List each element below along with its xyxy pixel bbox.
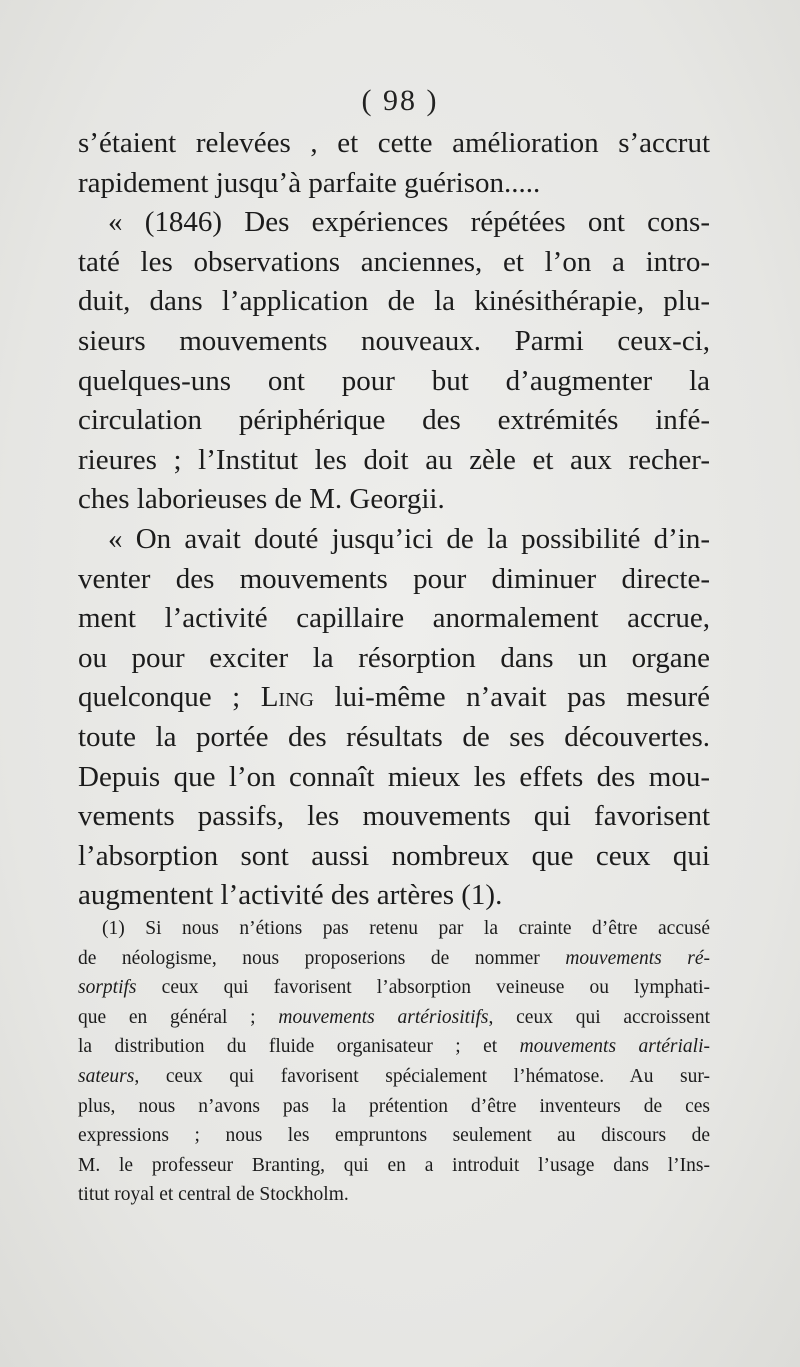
text-run: « (1846) Des expériences répétées ont cons- [108, 206, 710, 239]
text-run: rapidement jusqu’à parfaite guérison..... [78, 166, 541, 199]
text-run: sieurs mouvements nouveaux. Parmi ceux-ci, [78, 324, 710, 357]
footnote-line [78, 1062, 710, 1092]
text-line [78, 164, 710, 204]
footnote-line [78, 944, 710, 974]
text-run: , ceux qui favorisent spécialement l’hématose. Au sur- [134, 1065, 710, 1087]
body-text [78, 124, 710, 916]
text-line [78, 639, 710, 679]
text-line [78, 362, 710, 402]
text-run: la distribution du fluide organisateur ; et [78, 1036, 520, 1058]
text-run: sorptifs [78, 977, 137, 999]
text-line [78, 322, 710, 362]
text-line [78, 401, 710, 441]
text-run: « On avait douté jusqu’ici de la possibilité d’in- [108, 522, 710, 555]
text-line [78, 599, 710, 639]
footnote-line [78, 1032, 710, 1062]
footnote-line [78, 973, 710, 1003]
text-line [78, 758, 710, 798]
text-line [78, 282, 710, 322]
footnote-line [78, 1180, 710, 1210]
text-run: ment l’activité capillaire anormalement accrue, [78, 602, 710, 635]
text-run: s’étaient relevées , et cette amélioration s’accrut [78, 127, 710, 159]
text-line [78, 243, 710, 283]
text-run: taté les observations anciennes, et l’on a intro- [78, 245, 710, 278]
footnote-line [78, 1121, 710, 1151]
text-line [78, 441, 710, 481]
text-line [78, 797, 710, 837]
text-run: rieures ; l’Institut les doit au zèle et aux recher- [78, 443, 710, 476]
text-run: de néologisme, nous proposerions de nommer [78, 947, 566, 969]
text-run: (1) Si nous n’étions pas retenu par la crainte d’être accusé [102, 918, 710, 939]
text-run: quelconque ; [78, 681, 261, 714]
footnote-line [78, 1003, 710, 1033]
text-run: M. le professeur Branting, qui en a introduit l’usage dans l’Ins- [78, 1154, 710, 1176]
text-run: plus, nous n’avons pas la prétention d’être inventeurs de ces [78, 1095, 710, 1117]
text-run: venter des mouvements pour diminuer directe- [78, 562, 710, 595]
text-line [78, 203, 710, 243]
text-line [78, 520, 710, 560]
text-run: que en général ; [78, 1006, 279, 1028]
text-run: augmentent l’activité des artères (1). [78, 879, 503, 912]
text-run: sateurs [78, 1065, 135, 1087]
text-line [78, 560, 710, 600]
text-line [78, 876, 710, 916]
page-number: ( 98 ) [361, 84, 439, 117]
text-run: , ceux qui accroissent [488, 1006, 710, 1028]
text-run: lui-même n’avait pas mesuré [313, 681, 710, 714]
text-line [78, 678, 710, 718]
text-run: ches laborieuses de M. Georgii. [78, 483, 445, 516]
text-run: expressions ; nous les empruntons seulement au discours de [78, 1125, 710, 1147]
text-line [78, 837, 710, 877]
text-run: duit, dans l’application de la kinésithérapie, plu- [78, 285, 710, 318]
footnote [78, 914, 710, 1210]
text-run: ceux qui favorisent l’absorption veineuse ou lymphati- [136, 977, 710, 999]
footnote-line [78, 1092, 710, 1122]
text-run: Depuis que l’on connaît mieux les effets des mou- [78, 760, 710, 793]
footnote-line [78, 1151, 710, 1181]
text-run: Ling [260, 681, 314, 714]
text-line [78, 480, 710, 520]
text-run: titut royal et central de Stockholm. [78, 1184, 349, 1206]
text-run: mouvements ré- [565, 947, 710, 969]
text-run: l’absorption sont aussi nombreux que ceux qui [78, 839, 710, 872]
text-run: mouvements artériositifs [278, 1006, 489, 1028]
text-run: quelques-uns ont pour but d’augmenter la [78, 364, 710, 397]
text-line [78, 124, 710, 164]
footnote-line [78, 914, 710, 944]
text-run: toute la portée des résultats de ses découvertes. [78, 720, 710, 753]
text-run: circulation périphérique des extrémités infé- [78, 404, 710, 437]
text-run: vements passifs, les mouvements qui favorisent [78, 800, 710, 833]
text-line [78, 718, 710, 758]
text-run: mouvements artériali- [519, 1036, 710, 1058]
text-run: ou pour exciter la résorption dans un organe [78, 641, 710, 674]
